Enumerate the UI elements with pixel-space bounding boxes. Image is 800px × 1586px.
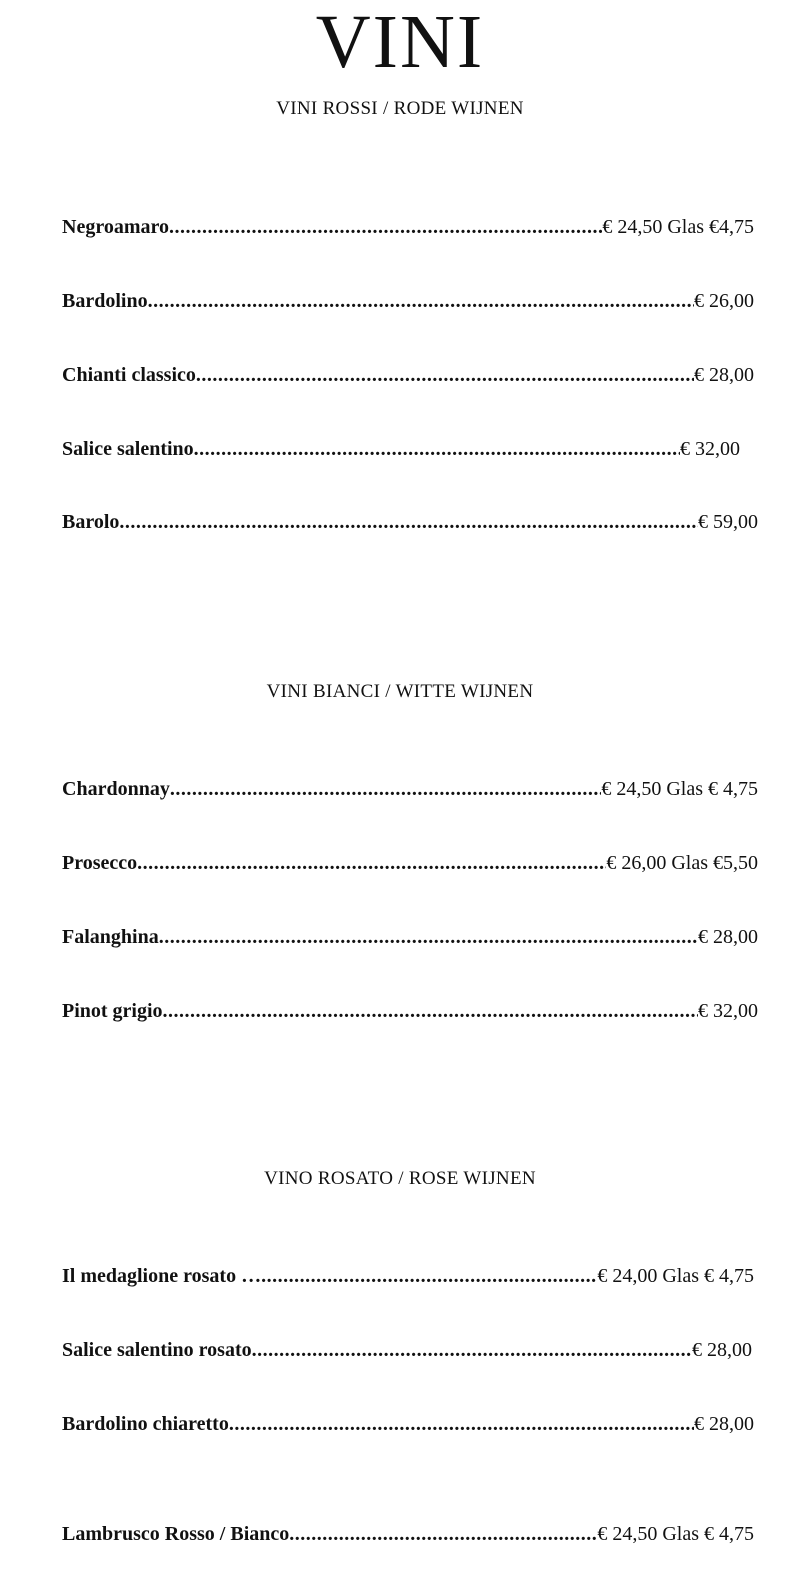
dot-leader [137, 852, 606, 875]
menu-item [62, 364, 754, 390]
menu-item [62, 778, 758, 804]
page-title: VINI [315, 0, 485, 84]
menu-item [62, 926, 758, 952]
item-name: Salice salentino rosato [62, 1339, 252, 1361]
item-price: € 24,50 Glas € 4,75 [601, 778, 758, 800]
dot-leader [170, 778, 602, 801]
item-price: € 26,00 Glas €5,50 [606, 852, 758, 874]
dot-leader [148, 290, 694, 313]
item-price: € 28,00 [692, 1339, 752, 1361]
dot-leader [163, 1000, 698, 1023]
item-name: Bardolino chiaretto [62, 1413, 229, 1435]
item-name: Negroamaro [62, 216, 170, 238]
item-price: € 28,00 [694, 364, 754, 386]
item-price: € 32,00 [698, 1000, 758, 1022]
item-price: € 26,00 [694, 290, 754, 312]
item-name: Salice salentino [62, 438, 194, 460]
item-name: Il medaglione rosato … [62, 1265, 262, 1287]
menu-item [62, 290, 754, 316]
menu-item [62, 1000, 758, 1026]
item-name: Falanghina [62, 926, 159, 948]
menu-item [62, 1523, 754, 1549]
dot-leader [229, 1413, 694, 1436]
item-name: Chardonnay [62, 778, 170, 800]
section-heading-rose: VINO ROSATO / ROSE WIJNEN [264, 1168, 536, 1189]
menu-item [62, 511, 758, 537]
dot-leader [289, 1523, 597, 1546]
item-name: Lambrusco Rosso / Bianco [62, 1523, 290, 1545]
menu-item [62, 438, 740, 464]
menu-item [62, 852, 758, 878]
item-name: Barolo [62, 511, 120, 533]
menu-item [62, 1413, 754, 1439]
menu-item [62, 1265, 754, 1291]
item-price: € 59,00 [698, 511, 758, 533]
section-heading-red: VINI ROSSI / RODE WIJNEN [276, 98, 524, 119]
dot-leader [159, 926, 698, 949]
menu-item [62, 1339, 752, 1365]
item-price: € 24,50 Glas € 4,75 [597, 1523, 754, 1545]
item-name: Chianti classico [62, 364, 196, 386]
item-name: Prosecco [62, 852, 138, 874]
dot-leader [252, 1339, 692, 1362]
item-price: € 32,00 [680, 438, 740, 460]
item-name: Pinot grigio [62, 1000, 163, 1022]
item-price: € 24,00 Glas € 4,75 [597, 1265, 754, 1287]
item-price: € 28,00 [698, 926, 758, 948]
item-name: Bardolino [62, 290, 148, 312]
item-price: € 24,50 Glas €4,75 [602, 216, 754, 238]
dot-leader [196, 364, 694, 387]
item-price: € 28,00 [694, 1413, 754, 1435]
dot-leader [119, 511, 698, 534]
menu-item [62, 216, 754, 242]
dot-leader [261, 1265, 597, 1288]
dot-leader [169, 216, 602, 239]
section-heading-white: VINI BIANCI / WITTE WIJNEN [266, 681, 534, 702]
dot-leader [194, 438, 680, 461]
